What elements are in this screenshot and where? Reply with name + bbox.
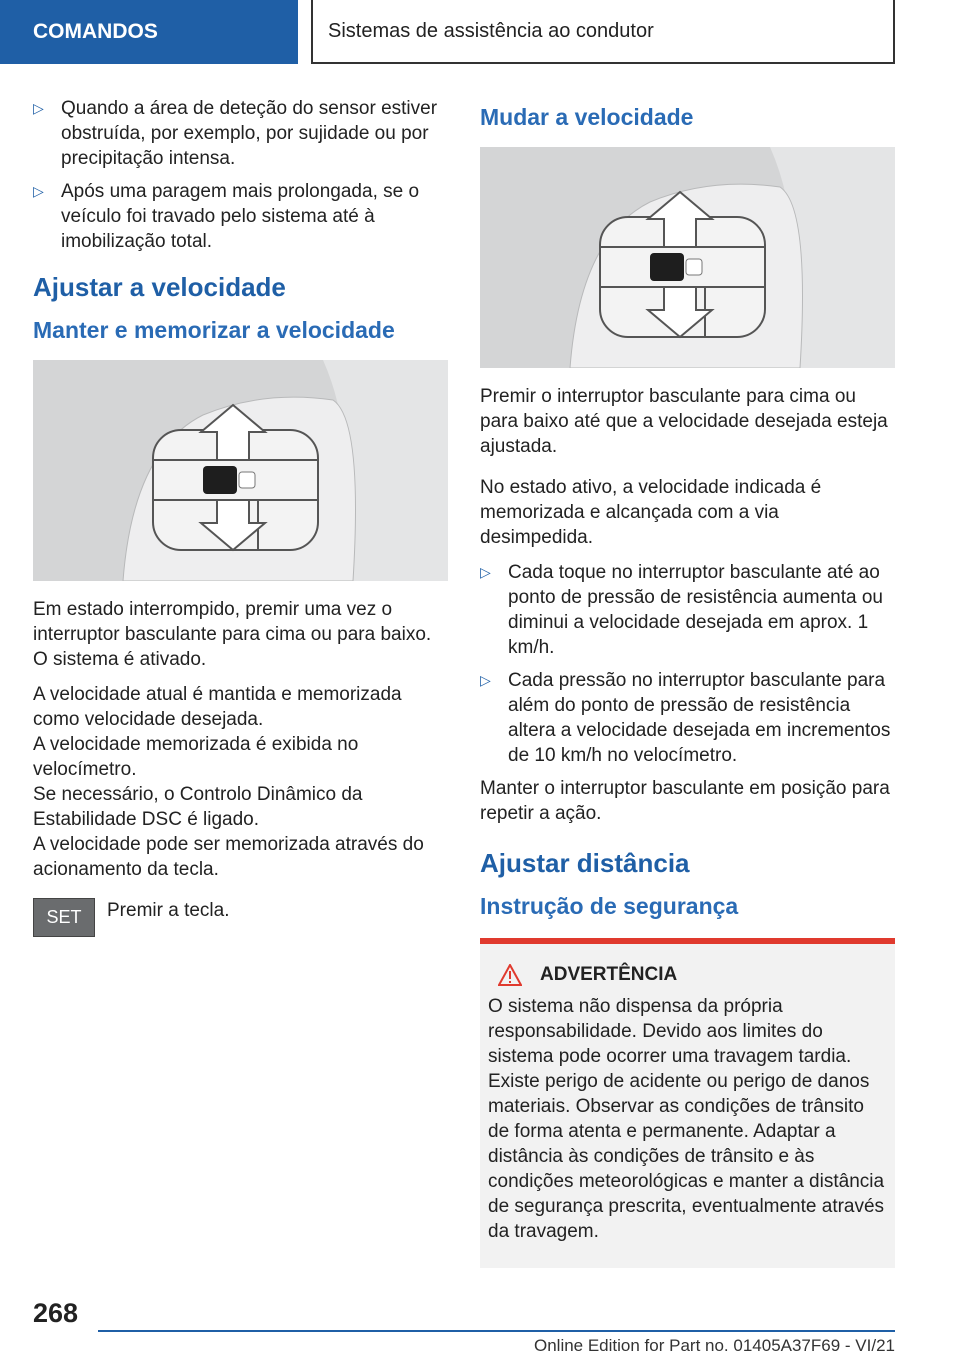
steering-switch-image-2 xyxy=(480,147,895,368)
chapter-tab xyxy=(0,0,298,64)
paragraph: A velocidade memorizada é exibida no velocímetro. xyxy=(33,734,359,780)
set-key-row xyxy=(33,898,448,937)
footer-divider xyxy=(98,1330,895,1332)
left-column xyxy=(33,96,448,937)
set-key-icon xyxy=(33,898,95,937)
warning-title: ADVERTÊNCIA xyxy=(540,964,678,985)
list-item: ▷ Cada toque no interruptor basculante até ao ponto de pressão de resistência aumenta ou diminui a velocidade desejada em aprox. 1 km/h. xyxy=(480,560,895,660)
paragraph: Em estado interrompido, premir uma vez o interruptor basculante para cima ou para baixo. O sistema é ativado. xyxy=(33,599,432,670)
list-item: ▷ Após uma paragem mais prolongada, se o veículo foi travado pelo sistema até à imobilização total. xyxy=(33,179,448,254)
list-item: ▷ Quando a área de deteção do sensor estiver obstruída, por exemplo, por sujidade ou por precipitação intensa. xyxy=(33,96,448,171)
subheading-safety: Instrução de segurança xyxy=(480,893,739,919)
section-title: Sistemas de assistência ao condutor xyxy=(328,19,654,42)
heading-adjust-distance: Ajustar distância xyxy=(480,848,690,878)
warning-title-row xyxy=(488,964,887,986)
paragraph: A velocidade pode ser memorizada através do acionamento da tecla. xyxy=(33,834,424,880)
right-column xyxy=(480,96,895,1268)
warning-triangle-icon xyxy=(498,964,522,986)
paragraph: No estado ativo, a velocidade indicada é memorizada e alcançada com a via desimpedida. xyxy=(480,477,822,548)
page-number: 268 xyxy=(33,1298,79,1328)
chapter-title: COMANDOS xyxy=(33,20,158,43)
section-header xyxy=(311,0,895,64)
warning-text: O sistema não dispensa da própria responsabilidade. Devido aos limites do sistema pode ocorrer uma travagem tardia. Existe perigo de acidente ou perigo de danos materiais. Observar as condições de trânsito de forma atenta e permanente. Adaptar a distância às condições de trânsito e às condições meteorológicas e manter a distância de segurança prescrita, eventualmente através da travagem. xyxy=(488,996,885,1242)
paragraph: Se necessário, o Controlo Dinâmico da Estabilidade DSC é ligado. xyxy=(33,784,363,830)
heading-adjust-speed: Ajustar a velocidade xyxy=(33,272,286,302)
warning-box xyxy=(480,938,895,1268)
steering-switch-image xyxy=(33,360,448,581)
paragraph: Manter o interruptor basculante em posição para repetir a ação. xyxy=(480,778,890,824)
subheading-maintain-speed: Manter e memorizar a velocidade xyxy=(33,317,395,343)
paragraph: Premir o interruptor basculante para cima ou para baixo até que a velocidade desejada esteja ajustada. xyxy=(480,386,888,457)
condition-list xyxy=(33,96,448,254)
paragraph: A velocidade atual é mantida e memorizada como velocidade desejada. xyxy=(33,684,402,730)
increment-list xyxy=(480,560,895,768)
edition-info: Online Edition for Part no. 01405A37F69 - VI/21 xyxy=(533,1336,895,1355)
subheading-change-speed: Mudar a velocidade xyxy=(480,104,694,130)
list-item: ▷ Cada pressão no interruptor basculante para além do ponto de pressão de resistência altera a velocidade desejada em incrementos de 10 km/h no velocímetro. xyxy=(480,668,895,768)
set-key-instruction: Premir a tecla. xyxy=(107,900,230,921)
set-key-label: SET xyxy=(46,907,82,927)
